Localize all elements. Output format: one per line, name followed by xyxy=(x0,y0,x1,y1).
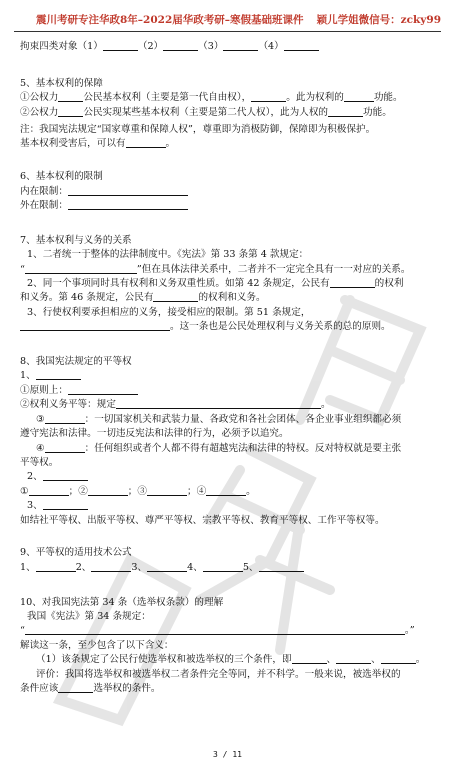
line-8-2a: ① ；② ；③ ；④ 。 xyxy=(20,485,256,497)
blank xyxy=(29,485,69,496)
section-heading-9: 9、平等权的适用技术公式 xyxy=(20,547,132,559)
line-5-2: ②公权力 公民实现某些基本权利（主要是第二代人权），此为人权的 功能。 xyxy=(20,106,392,118)
line-5-note-2: 基本权利受害后，可以有 。 xyxy=(20,138,176,150)
line-7-2: 2、同一个事项同时具有权利和义务双重性质。如第 42 条规定，公民有 的权利 xyxy=(27,278,404,290)
line-10-f: 条件应该 选举权的条件。 xyxy=(20,682,161,694)
line-8-1a: ①原则上： xyxy=(20,384,437,398)
line-7-2b: 和义务。第 46 条规定，公民有 的权利和义务。 xyxy=(20,292,266,304)
blank xyxy=(344,91,374,102)
blank xyxy=(68,199,188,210)
line-8-3: 3、 xyxy=(20,499,437,513)
line-7-1b: “ ”但在具体法律关系中，二者并不一定完全具有一一对应的关系。 xyxy=(20,263,411,275)
header-rule xyxy=(14,31,441,32)
document-body xyxy=(20,40,437,696)
blank xyxy=(20,320,170,331)
blank xyxy=(153,291,198,302)
line-9-formula: 1、 2、 3、 4、 5、 xyxy=(20,561,437,575)
line-10-quote: “ 。” xyxy=(20,625,415,637)
line-8-2: 2、 xyxy=(20,470,437,484)
page-header xyxy=(14,9,441,29)
section-heading-10: 10、对我国宪法第 34 条（选举权条款）的理解 xyxy=(20,596,224,608)
blank xyxy=(251,91,286,102)
blank xyxy=(58,91,83,102)
section-heading-8: 8、我国宪法规定的平等权 xyxy=(20,356,132,368)
blank xyxy=(45,442,85,453)
blank xyxy=(147,561,187,572)
blank xyxy=(116,398,321,409)
blank xyxy=(25,263,137,274)
blank xyxy=(223,40,258,51)
header-wechat-id: 颖儿学姐微信号：zcky99 xyxy=(316,13,441,26)
section-heading-5: 5、基本权利的保障 xyxy=(20,77,103,89)
blank xyxy=(43,499,88,510)
line-10-c: 解读这一条，至少包含了以下含义： xyxy=(20,639,174,651)
blank xyxy=(259,561,304,572)
blank xyxy=(45,413,85,424)
blank xyxy=(292,653,327,664)
header-course-title: 震川考研专注华政8年–2022届华政考研–寒假基础班课件 xyxy=(36,13,304,26)
line-8-3a: 如结社平等权、出版平等权、尊严平等权、宗教平等权、教育平等权、工作平等权等。 xyxy=(20,514,385,526)
line-four-objects: 拘束四类对象（1） （2） （3） （4） xyxy=(20,40,437,54)
blank xyxy=(381,653,416,664)
line-7-3b: 。这一条也是公民处理权利与义务关系的总的原则。 xyxy=(20,320,437,334)
line-8-1c: ③ ：一切国家机关和武装力量、各政党和各社会团体、各企业事业组织都必须 xyxy=(36,413,402,425)
line-7-1: 1、二者统一于整体的法律制度中。《宪法》第 33 条第 4 款规定： xyxy=(27,249,309,261)
blank xyxy=(147,485,187,496)
line-6-outer: 外在限制： xyxy=(20,199,437,213)
page-number: 3 / 11 xyxy=(213,750,242,759)
line-10-d: （1）该条规定了公民行使选举权和被选举权的三个条件，即 、 、 。 xyxy=(36,654,426,666)
line-5-note: 注：我国宪法规定“国家尊重和保障人权”，尊重即为消极防御，保障即为积极保护。 xyxy=(20,124,376,136)
blank xyxy=(330,277,375,288)
blank xyxy=(25,624,405,635)
line-6-inner: 内在限制： xyxy=(20,185,437,199)
blank xyxy=(88,485,128,496)
blank xyxy=(103,40,138,51)
line-10-a: 我国《宪法》第 34 条规定： xyxy=(27,610,151,622)
blank xyxy=(163,40,198,51)
line-8-1b: ②权利义务平等：规定 。 xyxy=(20,399,331,411)
section-heading-7: 7、基本权利与义务的关系 xyxy=(20,234,132,246)
blank xyxy=(36,561,76,572)
blank xyxy=(328,106,363,117)
blank xyxy=(58,682,93,693)
section-heading-6: 6、基本权利的限制 xyxy=(20,171,103,183)
blank xyxy=(91,561,131,572)
line-7-3: 3、行使权利要承担相应的义务，接受相应的限制。第 51 条规定， xyxy=(27,306,311,318)
line-8-1: 1、 xyxy=(20,369,437,383)
line-5-1: ①公权力 公民基本权利（主要是第一代自由权）， 。此为权利的 功能。 xyxy=(20,92,403,104)
blank xyxy=(203,561,243,572)
blank xyxy=(126,137,166,148)
blank xyxy=(284,40,319,51)
blank xyxy=(68,185,188,196)
blank xyxy=(43,470,88,481)
line-10-e: 评价：我国将选举权和被选举权二者条件完全等同，并不科学。一般来说，被选举权的 xyxy=(36,668,401,680)
blank xyxy=(206,485,246,496)
blank xyxy=(336,653,371,664)
line-8-1d-cont: 平等权。 xyxy=(20,456,59,468)
line-8-1c-cont: 遵守宪法和法律。一切违反宪法和法律的行为，必须予以追究。 xyxy=(20,428,289,440)
blank xyxy=(68,384,138,395)
line-8-1d: ④ ：任何组织或者个人都不得有超越宪法和法律的特权。反对特权就是要主张 xyxy=(36,442,402,454)
blank xyxy=(36,369,81,380)
blank xyxy=(58,106,83,117)
